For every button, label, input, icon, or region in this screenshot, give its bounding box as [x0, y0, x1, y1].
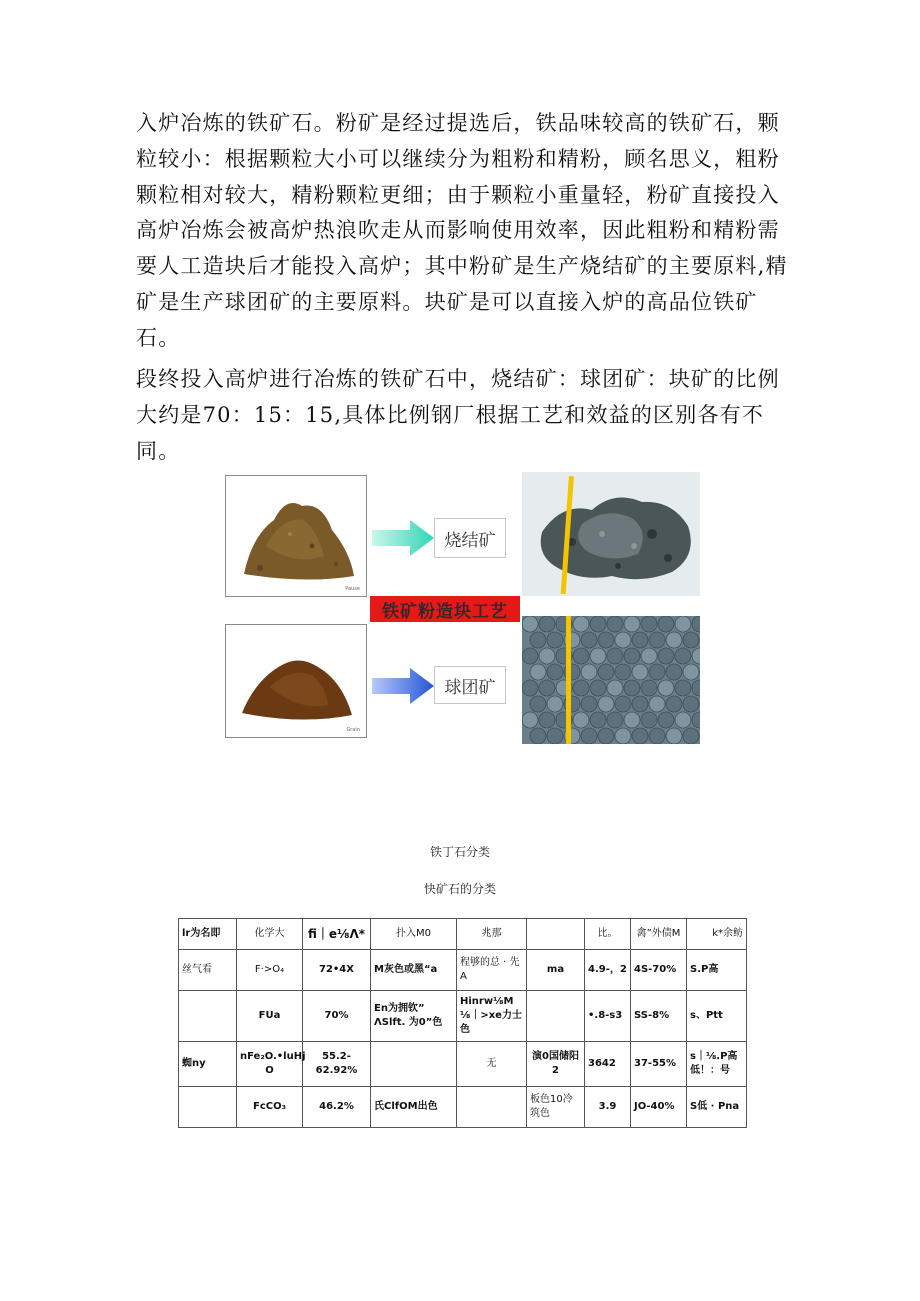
table-title: 快矿石的分类: [423, 882, 496, 896]
table-cell: 37-55%: [631, 1042, 687, 1087]
body-paragraph-2: 段终投入高炉进行冶炼的铁矿石中，烧结矿：球团矿：块矿的比例大约是70：15：15,具体比例钢厂根据工艺和效益的区别各有不同。: [136, 367, 780, 463]
ore-classification-table: [178, 918, 747, 1128]
section-title: 铁丁石分类: [429, 845, 490, 859]
table-cell: SS-8%: [631, 991, 687, 1042]
table-cell: s｜⅛.P高 低！：号: [687, 1042, 747, 1087]
header-cell: 化学大: [237, 919, 303, 950]
table-cell: JO-40%: [631, 1087, 687, 1128]
table-row: [179, 1087, 747, 1128]
table-row: [179, 991, 747, 1042]
table-cell: 演0国储阳 2: [527, 1042, 585, 1087]
table-cell: F·>O₄: [237, 950, 303, 991]
agglomeration-figure: [220, 470, 700, 748]
table-cell: 无: [457, 1042, 527, 1087]
table-cell: 氏ClfOM出色: [371, 1087, 457, 1128]
table-cell: 3.9: [585, 1087, 631, 1128]
header-cell: [527, 919, 585, 950]
table-header-row: [179, 919, 747, 950]
pellet-label: 球团矿: [434, 666, 506, 704]
table-cell: 72•4X: [303, 950, 371, 991]
fine-powder-pile-image: [226, 476, 366, 596]
arrow-to-pellet-icon: [370, 666, 436, 706]
table-cell: S.P高: [687, 950, 747, 991]
table-cell: FcCO₃: [237, 1087, 303, 1128]
table-cell: •.8-s3: [585, 991, 631, 1042]
body-paragraph-1: 入炉冶炼的铁矿石。粉矿是经过提选后，铁品味较高的铁矿石，颗粒较小：根据颗粒大小可以继续分为粗粉和精粉，顾名思义，粗粉颗粒相对较大，精粉颗粒更细；由于颗粒小重量轻，粉矿直接投入高炉冶炼会被高炉热浪吹走从而影响使用效率，因此粗粉和精粉需要人工造块后才能投入高炉；其中粉矿是生产烧结矿的主要原料,精矿是生产球团矿的主要原料。块矿是可以直接入炉的高品位铁矿石。: [136, 111, 788, 350]
sinter-photo: [522, 472, 700, 596]
header-cell: lr为名即: [179, 919, 237, 950]
table-cell: Hinrw⅛M ⅛｜>xe力士色: [457, 991, 527, 1042]
process-banner: 铁矿粉造块工艺: [370, 596, 520, 622]
table-cell: 板色10冷 筑色: [527, 1087, 585, 1128]
table-row: [179, 1042, 747, 1087]
header-cell: 兆那: [457, 919, 527, 950]
header-cell: 比。: [585, 919, 631, 950]
coarse-powder-pile-image: [226, 625, 366, 737]
table-cell: [457, 1087, 527, 1128]
table-cell: FUa: [237, 991, 303, 1042]
coarse-powder-caption: Grain: [346, 727, 360, 733]
table-cell: 程够的总 · 先A: [457, 950, 527, 991]
table-cell: [179, 991, 237, 1042]
table-cell: ma: [527, 950, 585, 991]
fine-powder-panel: [225, 475, 367, 597]
yellow-rod: [566, 616, 571, 744]
table-cell: 3642: [585, 1042, 631, 1087]
fine-powder-caption: Pause: [345, 586, 360, 592]
header-cell: fi｜e⅛Λ*: [303, 919, 371, 950]
pellet-photo: [522, 616, 700, 744]
table-cell: En为拥钦” ΛSlft. 为0”色: [371, 991, 457, 1042]
table-cell: 蜘ny: [179, 1042, 237, 1087]
header-cell: k*余鲂: [687, 919, 747, 950]
table-cell: [527, 991, 585, 1042]
table-row: [179, 950, 747, 991]
table-cell: [179, 1087, 237, 1128]
arrow-to-sinter-icon: [370, 518, 436, 558]
table-cell: 55.2-62.92%: [303, 1042, 371, 1087]
header-cell: 禽”外债M: [631, 919, 687, 950]
table-cell: 70%: [303, 991, 371, 1042]
sinter-label: 烧结矿: [434, 518, 506, 558]
table-cell: S低 · Pna: [687, 1087, 747, 1128]
coarse-powder-panel: [225, 624, 367, 738]
table-cell: 丝气看: [179, 950, 237, 991]
table-cell: M灰色或黑“a: [371, 950, 457, 991]
table-cell: 4.9-，2: [585, 950, 631, 991]
header-cell: 扑入M0: [371, 919, 457, 950]
table-cell: 46.2%: [303, 1087, 371, 1128]
table-cell: s、Ptt: [687, 991, 747, 1042]
table-cell: [371, 1042, 457, 1087]
table-cell: 4S-70%: [631, 950, 687, 991]
table-cell: nFe₂O.•luHj O: [237, 1042, 303, 1087]
